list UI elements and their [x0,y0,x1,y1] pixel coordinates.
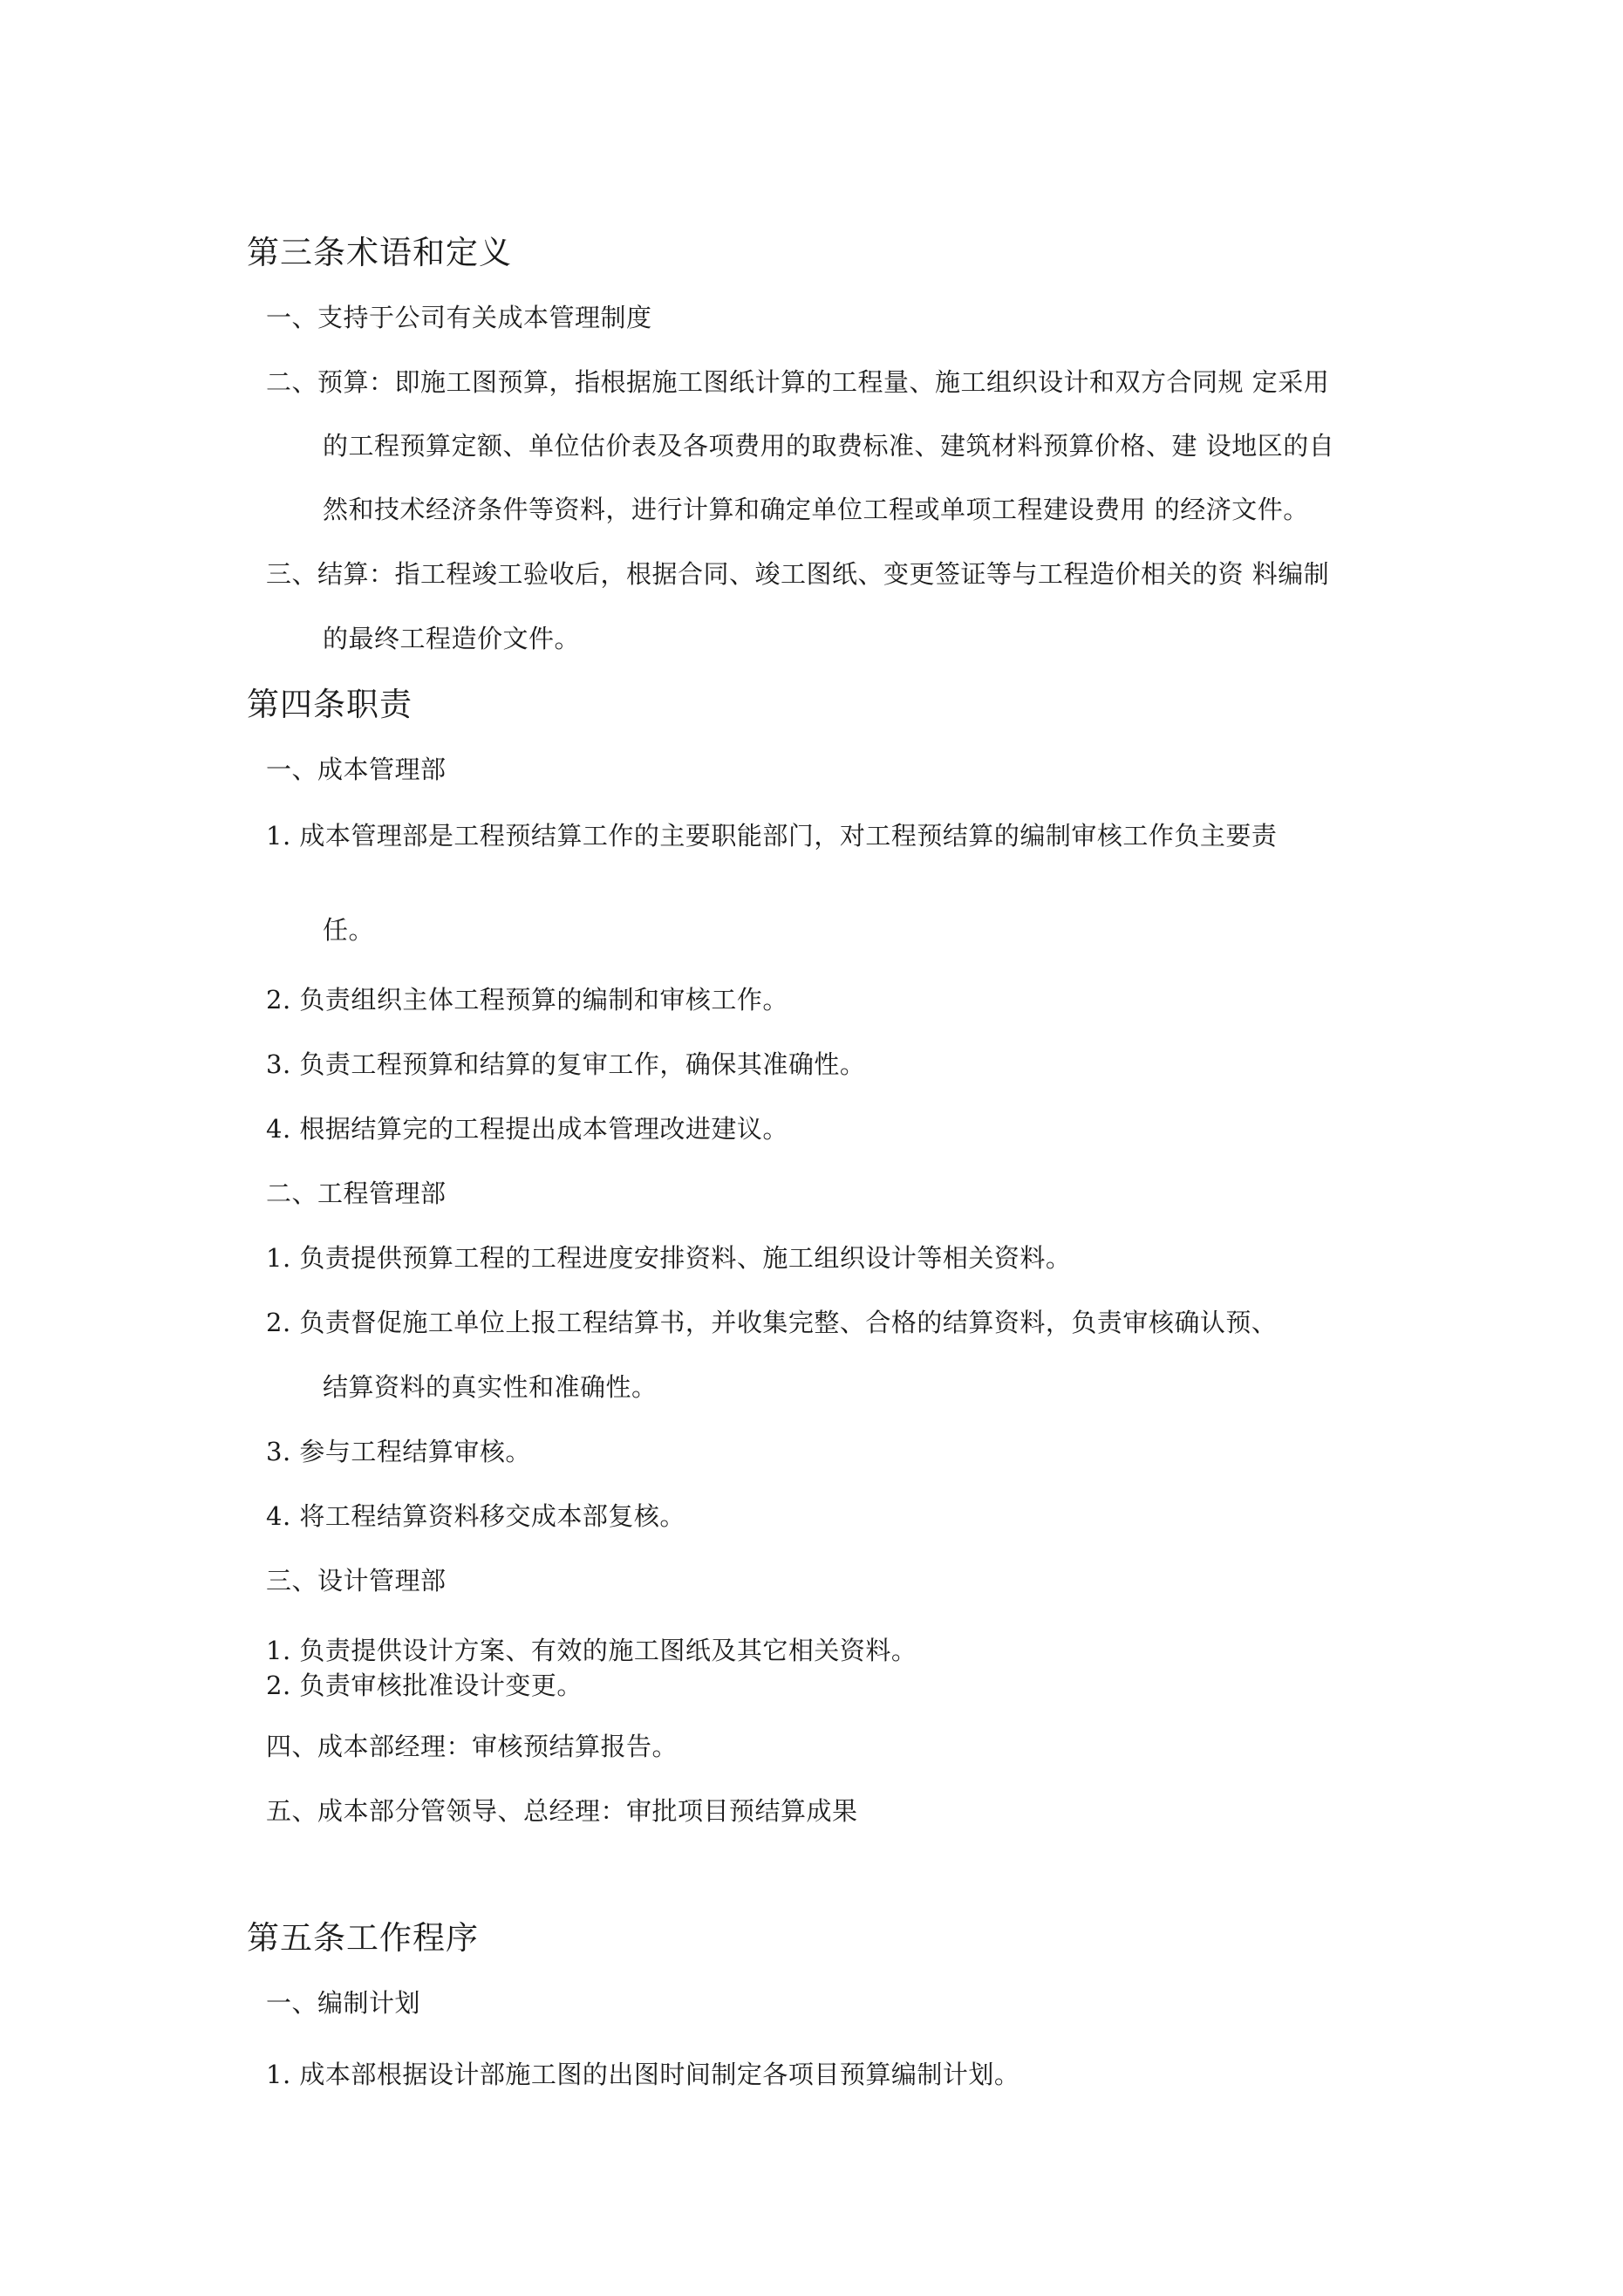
article5-title: 第五条工作程序 [247,1919,479,1957]
article4-item5: 五、成本部分管领导、总经理：审批项目预结算成果 [266,1796,858,1826]
article3-item3-line2: 的最终工程造价文件。 [323,624,581,653]
article3-title: 第三条术语和定义 [247,234,512,271]
article3-item2-line2: 的工程预算定额、单位估价表及各项费用的取费标准、建筑材料预算价格、建 设地区的自 [323,431,1335,461]
eng-dept-p4: 4. 将工程结算资料移交成本部复核。 [266,1501,685,1531]
cost-dept-p1-line2: 任。 [323,915,375,945]
eng-dept-p2-line1: 2. 负责督促施工单位上报工程结算书，并收集完整、合格的结算资料，负责审核确认预、 [266,1308,1278,1337]
article3-item2-line3: 然和技术经济条件等资料，进行计算和确定单位工程或单项工程建设费用 的经济文件。 [323,495,1309,524]
article3-item2-line1: 二、预算：即施工图预算，指根据施工图纸计算的工程量、施工组织设计和双方合同规 定采用 [266,367,1330,397]
plan-heading: 一、编制计划 [266,1988,421,2018]
cost-dept-p2: 2. 负责组织主体工程预算的编制和审核工作。 [266,985,788,1015]
article4-item4: 四、成本部经理：审核预结算报告。 [266,1732,679,1761]
design-dept-p1: 1. 负责提供设计方案、有效的施工图纸及其它相关资料。 [266,1636,917,1665]
eng-dept-p3: 3. 参与工程结算审核。 [266,1437,531,1466]
cost-dept-p3: 3. 负责工程预算和结算的复审工作，确保其准确性。 [266,1049,866,1079]
eng-dept-p1: 1. 负责提供预算工程的工程进度安排资料、施工组织设计等相关资料。 [266,1243,1072,1273]
eng-dept-heading: 二、工程管理部 [266,1179,447,1208]
cost-dept-p1-line1: 1. 成本管理部是工程预结算工作的主要职能部门，对工程预结算的编制审核工作负主要责 [266,821,1278,851]
cost-dept-p4: 4. 根据结算完的工程提出成本管理改进建议。 [266,1114,788,1144]
design-dept-p2: 2. 负责审核批准设计变更。 [266,1671,583,1700]
eng-dept-p2-line2: 结算资料的真实性和准确性。 [323,1372,658,1402]
plan-p1: 1. 成本部根据设计部施工图的出图时间制定各项目预算编制计划。 [266,2060,1020,2089]
article3-item1: 一、支持于公司有关成本管理制度 [266,303,652,332]
article3-item3-line1: 三、结算：指工程竣工验收后，根据合同、竣工图纸、变更签证等与工程造价相关的资 料编制 [266,559,1330,589]
design-dept-heading: 三、设计管理部 [266,1566,447,1596]
article4-title: 第四条职责 [247,686,413,723]
cost-dept-heading: 一、成本管理部 [266,755,447,784]
